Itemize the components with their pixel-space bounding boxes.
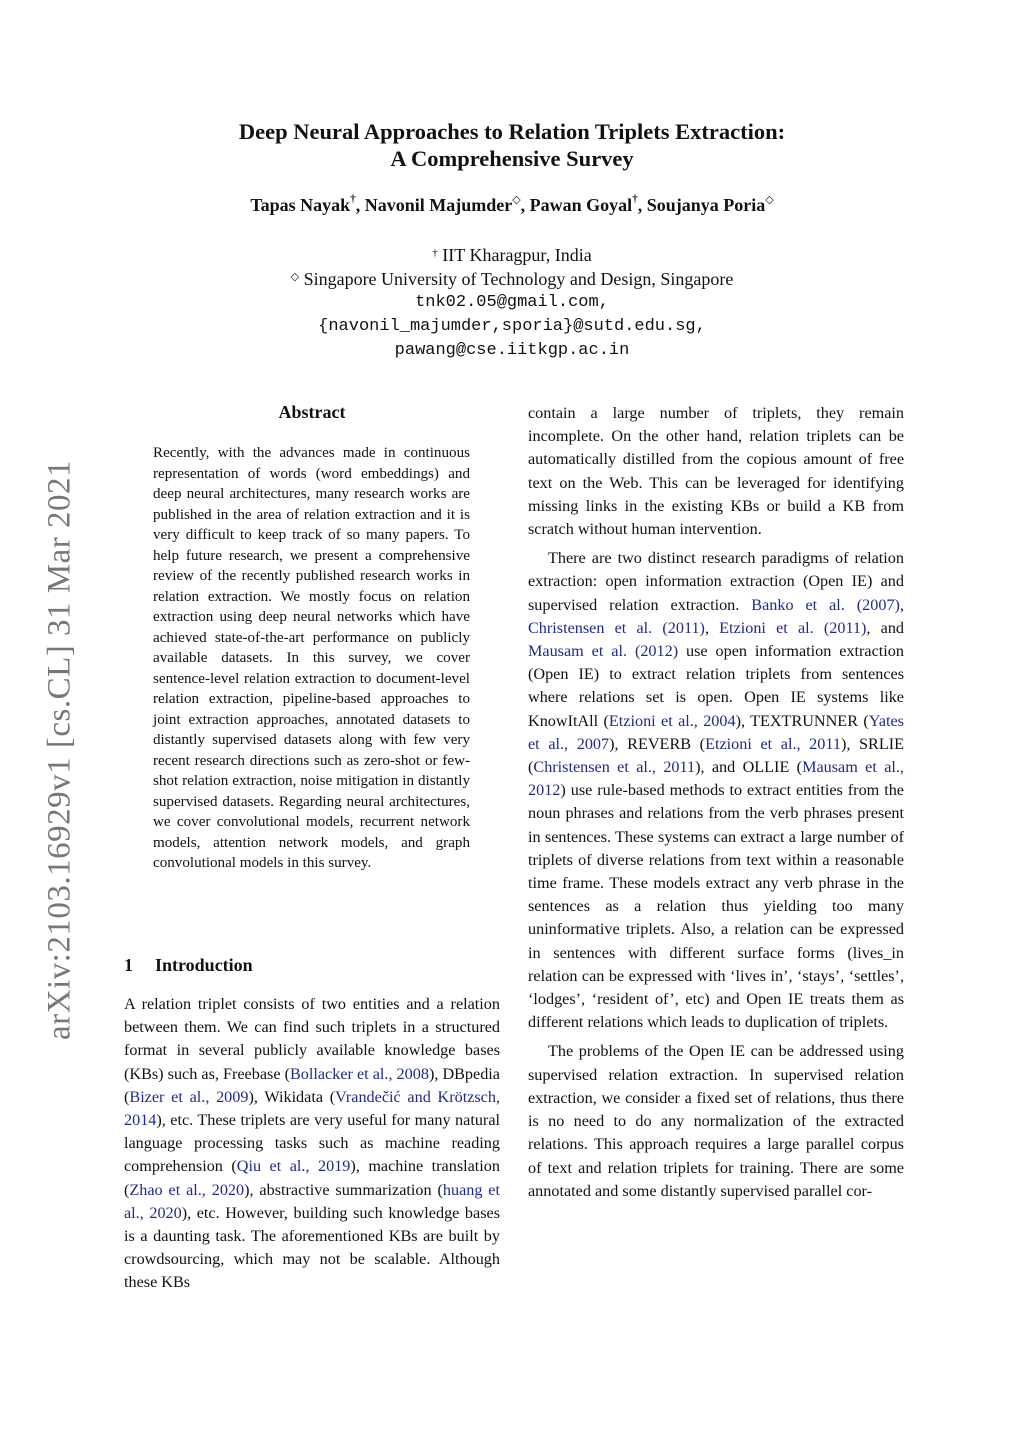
author-name: Navonil Majumder [364,195,513,215]
author-affil-mark: ◇ [512,194,521,206]
title-line-1: Deep Neural Approaches to Relation Triplets Extraction: [238,119,786,144]
author-name: Tapas Nayak [250,195,351,215]
paragraph: The problems of the Open IE can be addressed using supervised relation extraction. In supervised relation extraction, we consider a fixed set of relations, thus there is no need to do any normalization of the extracted relations. This approach requires a large parallel corpus of text and relation triplets for training. There are some annotated and some distantly supervised parallel cor- [528,1042,904,1200]
email-2: {navonil_majumder,sporia}@sutd.edu.sg, [318,317,706,336]
author-affil-mark: ◇ [765,194,774,206]
text: There are two distinct research paradigms of relation extraction: open information extraction (Open IE) and supervised relation extraction. [528,549,904,614]
affiliation-2 [0,267,1024,291]
text: , [704,618,720,637]
citation-link[interactable]: Bizer et al., 2009 [129,1087,249,1106]
affil-text: IIT Kharagpur, India [442,245,592,265]
text: ), abstractive summarization ( [244,1180,443,1199]
affil-mark: ◇ [290,271,300,283]
abstract-text: Recently, with the advances made in continuous representation of words (word embeddings) and deep neural architectures, many research works are published in the area of relation extraction and it is very difficult to keep track of so many papers. To help future research, we present a comprehensive review of the recently published research works in relation extraction. We mostly focus on relation extraction using deep neural networks which have achieved state-of-the-art performance on publicly available datasets. In this survey, we cover sentence-level relation extraction to document-level relation extraction, pipeline-based approaches to joint extraction approaches, annotated datasets to distantly supervised datasets along with few very recent research directions such as zero-shot or few-shot relation extraction, noise mitigation in distantly supervised datasets. Regarding neural architectures, we cover convolutional models, recurrent network models, attention network models, and graph convolutional models in this survey. [153,445,470,871]
affil-text: Singapore University of Technology and Design, Singapore [303,269,734,289]
text: ), and OLLIE ( [695,758,803,777]
citation-link[interactable]: Vrandečić and Krötzsch, 2014 [124,1087,501,1130]
text: ), Wikidata ( [248,1087,336,1106]
arxiv-id: arXiv:2103.16929v1 [cs.CL] 31 Mar 2021 [41,460,78,1040]
author-name: Pawan Goyal [529,195,633,215]
text: ), machine translation ( [124,1157,500,1199]
affil-mark: † [432,247,438,259]
affiliation-1 [0,243,1024,267]
citation-link[interactable]: Etzioni et al. (2011) [719,618,867,637]
text: ), REVERB ( [609,734,706,753]
section-title: Introduction [155,955,253,975]
text: ), TEXTRUNNER ( [735,711,869,730]
affiliations [0,243,1024,363]
email-1: tnk02.05@gmail.com, [415,293,609,312]
citation-link[interactable]: Etzioni et al., 2004 [608,711,736,730]
citation-link[interactable]: Zhao et al., 2020 [129,1180,245,1199]
citation-link[interactable]: Bollacker et al., 2008 [289,1064,429,1083]
text: , and [866,618,905,637]
text: , [899,595,904,614]
text: ), etc. However, building such knowledge bases is a daunting task. The aforementioned KBs are built by crowdsourcing, which may not be scalable. Although these KBs [124,1203,500,1292]
citation-link[interactable]: huang et al., 2020 [124,1180,500,1222]
citation-link[interactable]: Yates et al., 2007 [528,711,904,753]
citation-link[interactable]: Mausam et al. (2012) [528,642,679,661]
paragraph: contain a large number of triplets, they remain incomplete. On the other hand, relation triplets can be automatically distilled from the copious amount of free text on the Web. This can be leveraged for identifying missing links in the existing KBs or build a KB from scratch without human intervention. [528,404,904,539]
email-3: pawang@cse.iitkgp.ac.in [394,341,630,360]
title-line-2: A Comprehensive Survey [390,146,634,171]
citation-link[interactable]: Mausam et al., 2012 [528,758,904,800]
section-number: 1 [124,955,133,975]
text: A relation triplet consists of two entities and a relation between them. We can find such triplets in a structured format in several publicly available knowledge bases (KBs) such as, Freebase ( [124,995,500,1083]
citation-link[interactable]: Christensen et al., 2011 [533,758,696,777]
text: ), SRLIE ( [528,734,904,777]
citation-link[interactable]: Banko et al. (2007) [751,595,900,614]
author-list: Tapas Nayak†, Navonil Majumder◇, Pawan Goyal†, Soujanya Poria◇ [250,193,774,215]
text: ), etc. These triplets are very useful for many natural language processing tasks such as machine reading comprehension ( [124,1111,500,1176]
paragraph [124,993,500,1295]
author-affil-mark: † [350,193,356,205]
author-name: Soujanya Poria [646,195,766,215]
section-heading [124,955,253,976]
author-affil-mark: † [632,193,638,205]
paragraph [528,547,904,1034]
abstract-heading: Abstract [278,402,346,422]
text: ), DBpedia ( [124,1064,500,1106]
paper-title [0,118,1024,172]
citation-link[interactable]: Christensen et al. (2011) [528,618,705,637]
citation-link[interactable]: Qiu et al., 2019 [236,1157,351,1176]
text: use open information extraction (Open IE) to extract relation triplets from sentences where relations set is open. Open IE systems like KnowItAll ( [528,642,904,730]
intro-left-column [124,993,500,1301]
text: ) use rule-based methods to extract entities from the noun phrases and relations from the verb phrases present in sentences. These systems can extract a large number of triplets of diverse relations from text within a reasonable time frame. These models extract any verb phrase in the sentences as a relation thus yielding too many uninformative triplets. Also, a relation can be expressed in sentences with different surface forms (lives_in relation can be expressed with ‘lives in’, ‘stays’, ‘settles’, ‘lodges’, ‘resident of’, etc) and Open IE treats them as different relations which leads to duplication of triplets. [528,781,904,1032]
citation-link[interactable]: Etzioni et al., 2011 [705,734,841,753]
intro-right-column [528,402,904,1209]
